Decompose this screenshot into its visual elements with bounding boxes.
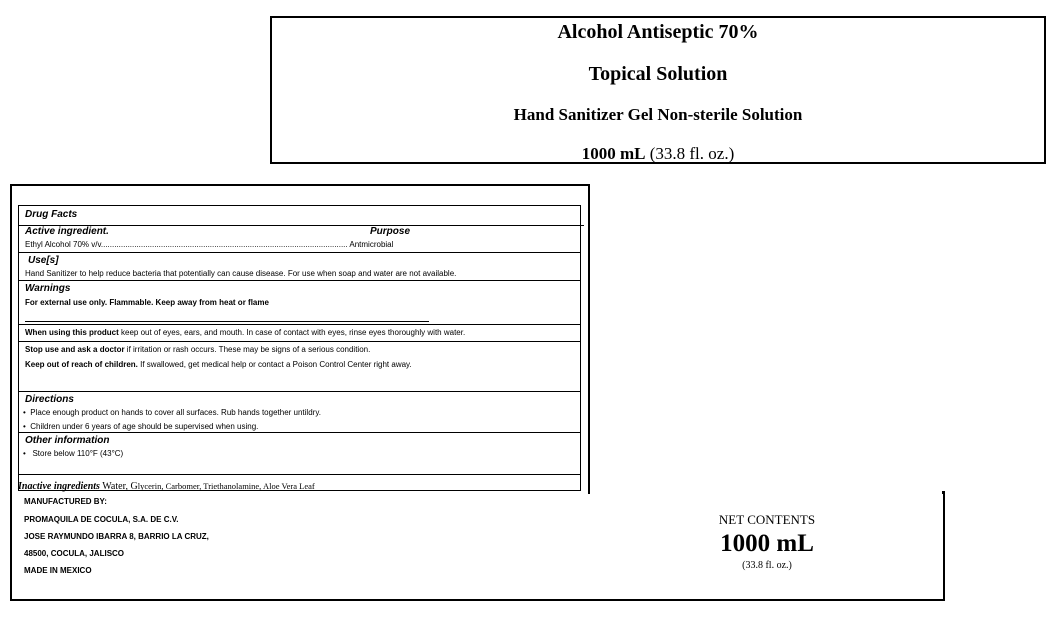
divider — [19, 324, 580, 325]
inactive-ingredients — [18, 476, 315, 494]
warnings-heading: Warnings — [25, 283, 71, 294]
front-label-panel — [270, 16, 1046, 164]
net-contents-label: NET CONTENTS — [718, 512, 816, 527]
directions-heading: Directions — [25, 394, 74, 405]
keep-out-label: Keep out of reach of children. — [25, 360, 138, 369]
keep-out-text — [25, 360, 412, 369]
other-info-heading: Other information — [25, 435, 110, 446]
direction-text: Place enough product on hands to cover all surfaces. Rub hands together untildry. — [30, 408, 321, 417]
stop-use-label: Stop use and ask a doctor — [25, 345, 125, 354]
direction-item: • Place enough product on hands to cover all surfaces. Rub hands together untildry. — [23, 408, 321, 417]
divider — [19, 252, 580, 253]
uses-text: Hand Sanitizer to help reduce bacteria that potentially can cause disease. For use when soap and water are not available. — [25, 269, 457, 278]
when-using-label: When using this product — [25, 328, 119, 337]
net-contents-oz: (33.8 fl. oz.) — [742, 560, 792, 571]
other-info-text: Store below 110°F (43°C) — [32, 449, 124, 458]
manufacturer-line: 48500, COCULA, JALISCO — [24, 549, 125, 558]
drug-facts-panel — [18, 205, 581, 491]
product-description: Hand Sanitizer Gel Non-sterile Solution — [513, 105, 803, 124]
stop-use-text — [25, 345, 370, 354]
net-contents-volume: 1000 mL — [720, 530, 814, 557]
uses-heading: Use[s] — [28, 255, 59, 266]
net-contents-block — [680, 512, 854, 571]
front-volume-oz: (33.8 fl. oz.) — [649, 144, 735, 163]
divider — [19, 280, 580, 281]
front-volume-ml: 1000 mL — [581, 144, 646, 163]
stop-use-body: if irritation or rash occurs. These may be signs of a serious condition. — [124, 345, 371, 354]
manufacturer-line: PROMAQUILA DE COCULA, S.A. DE C.V. — [24, 515, 179, 524]
when-using-body: keep out of eyes, ears, and mouth. In case of contact with eyes, rinse eyes thoroughly with water. — [118, 328, 466, 337]
divider — [19, 474, 580, 475]
divider — [25, 321, 429, 322]
frame-corner — [942, 491, 944, 494]
product-subtitle: Topical Solution — [588, 63, 728, 85]
manufacturer-line: MADE IN MEXICO — [24, 566, 92, 575]
divider — [19, 391, 580, 392]
active-ingredient-line: Ethyl Alcohol 70% v/v............................................................................................................... Antmicrobial — [25, 240, 394, 249]
manufacturer-line: JOSE RAYMUNDO IBARRA 8, BARRIO LA CRUZ, — [24, 532, 209, 541]
drug-facts-heading: Drug Facts — [25, 209, 78, 220]
divider — [19, 341, 580, 342]
inactive-text-a: Water, G — [99, 481, 138, 492]
keep-out-body: If swallowed, get medical help or contact a Poison Control Center right away. — [137, 360, 412, 369]
direction-item: • Children under 6 years of age should be supervised when using. — [23, 422, 259, 431]
divider — [19, 432, 580, 433]
purpose-heading: Purpose — [370, 226, 411, 237]
manufacturer-label: MANUFACTURED BY: — [24, 497, 107, 506]
product-title: Alcohol Antiseptic 70% — [557, 21, 759, 43]
when-using-text — [25, 328, 465, 337]
inactive-text-b: lycerin, Carbomer, Triethanolamine, Aloe Vera Leaf — [137, 481, 315, 491]
direction-text: Children under 6 years of age should be supervised when using. — [30, 422, 259, 431]
front-volume — [272, 144, 1044, 164]
active-ingredient-heading: Active ingredient. — [25, 226, 109, 237]
inactive-label: Inactive ingredients — [18, 481, 100, 492]
warnings-text: For external use only. Flammable. Keep away from heat or flame — [25, 298, 269, 307]
other-info-item: • Store below 110°F (43°C) — [23, 449, 124, 458]
